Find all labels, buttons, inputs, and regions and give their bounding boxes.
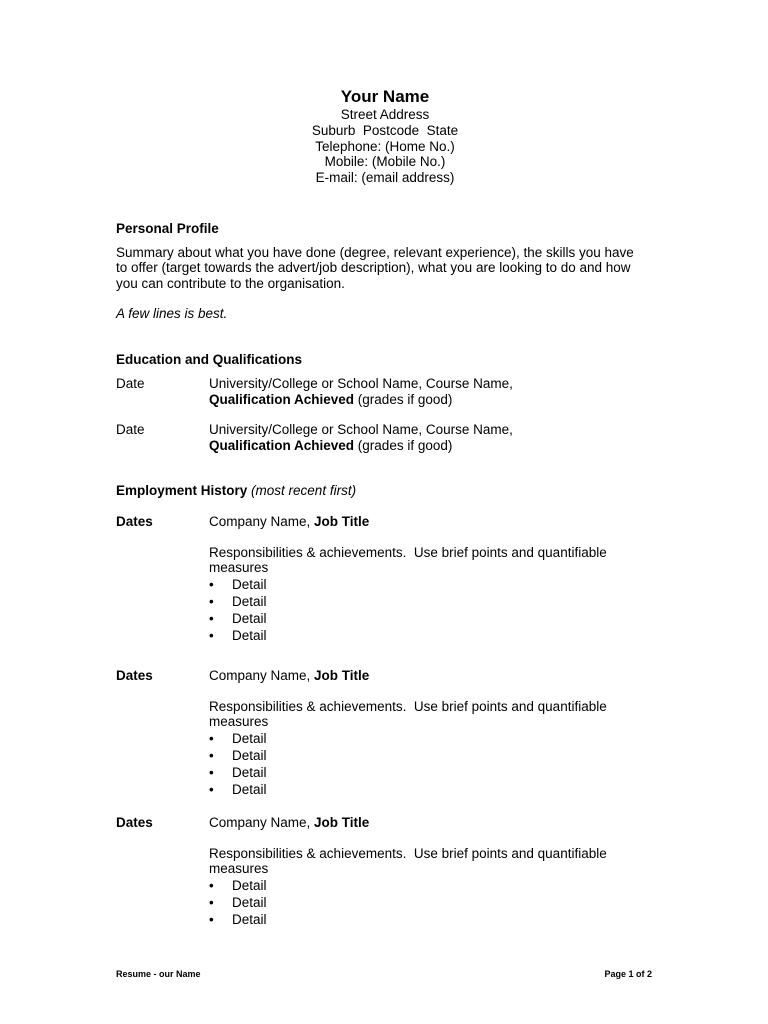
list-item: [209, 730, 649, 747]
bullet-icon: •: [209, 611, 214, 627]
bullet-icon: •: [209, 912, 214, 928]
bullet-icon: •: [209, 894, 214, 910]
bullet-icon: •: [209, 593, 214, 609]
detail-text: Detail: [232, 877, 267, 893]
detail-list: [209, 730, 649, 799]
contact-header: [0, 86, 768, 186]
job-company-line: [209, 514, 649, 530]
job-responsibilities: Responsibilities & achievements. Use brief points and quantifiable measures: [209, 698, 611, 729]
company-name: Company Name,: [209, 815, 315, 830]
qualification-achieved: Qualification Achieved: [209, 391, 355, 407]
street-address: Street Address: [340, 107, 430, 122]
list-item: [209, 627, 649, 644]
section-title-personal-profile: Personal Profile: [116, 221, 219, 236]
detail-text: Detail: [232, 782, 267, 798]
bullet-icon: •: [209, 747, 214, 763]
personal-profile-section: [116, 221, 656, 322]
list-item: [209, 610, 649, 627]
section-title-education: Education and Qualifications: [116, 352, 303, 367]
detail-text: Detail: [232, 894, 267, 910]
job-details: [209, 514, 649, 645]
job-company-line: [209, 668, 649, 684]
job-responsibilities: Responsibilities & achievements. Use brief points and quantifiable measures: [209, 845, 611, 876]
qualification-grades: (grades if good): [354, 391, 453, 407]
detail-text: Detail: [232, 765, 267, 781]
list-item: [209, 894, 649, 911]
bullet-icon: •: [209, 765, 214, 781]
list-item: [209, 747, 649, 764]
job-dates: Dates: [116, 815, 153, 830]
email: E-mail: (email address): [315, 170, 455, 186]
list-item: [209, 877, 649, 894]
company-name: Company Name,: [209, 668, 315, 683]
education-qualification-line: [209, 438, 649, 454]
job-company-line: [209, 815, 649, 831]
bullet-icon: •: [209, 877, 214, 893]
detail-text: Detail: [232, 593, 267, 609]
detail-text: Detail: [232, 730, 267, 746]
detail-list: [209, 576, 649, 645]
job-title: Job Title: [314, 668, 370, 683]
list-item: [209, 781, 649, 798]
detail-text: Detail: [232, 611, 267, 627]
qualification-grades: (grades if good): [354, 437, 453, 453]
education-section-title-wrap: [116, 352, 656, 368]
profile-note: A few lines is best.: [116, 306, 228, 321]
footer-document-name: Resume - our Name: [116, 969, 201, 979]
list-item: [209, 764, 649, 781]
bullet-icon: •: [209, 782, 214, 798]
education-date: Date: [116, 422, 145, 437]
education-institution: University/College or School Name, Course Name,: [209, 376, 513, 391]
detail-list: [209, 877, 649, 929]
bullet-icon: •: [209, 730, 214, 746]
detail-text: Detail: [232, 912, 267, 928]
education-details: [209, 376, 649, 407]
education-institution: University/College or School Name, Course Name,: [209, 422, 513, 437]
job-title: Job Title: [314, 815, 370, 830]
list-item: [209, 576, 649, 593]
bullet-icon: •: [209, 576, 214, 592]
job-details: [209, 668, 649, 799]
detail-text: Detail: [232, 628, 267, 644]
employment-section-title-wrap: [116, 483, 656, 499]
telephone: Telephone: (Home No.): [315, 138, 455, 154]
qualification-achieved: Qualification Achieved: [209, 437, 355, 453]
company-name: Company Name,: [209, 514, 315, 529]
job-details: [209, 815, 649, 928]
list-item: [209, 593, 649, 610]
section-title-employment: Employment History: [116, 483, 248, 498]
suburb-postcode-state: Suburb Postcode State: [311, 122, 459, 138]
list-item: [209, 911, 649, 928]
detail-text: Detail: [232, 747, 267, 763]
education-date: Date: [116, 376, 145, 391]
job-dates: Dates: [116, 668, 153, 683]
employment-subtitle: (most recent first): [251, 483, 357, 498]
applicant-name: Your Name: [340, 87, 430, 106]
education-qualification-line: [209, 392, 649, 408]
bullet-icon: •: [209, 628, 214, 644]
detail-text: Detail: [232, 576, 267, 592]
job-title: Job Title: [314, 514, 370, 529]
education-details: [209, 422, 649, 453]
profile-summary: Summary about what you have done (degree, relevant experience), the skills you have to offer (target towards the advert/job description), what you are looking to do and how you can contribute to the organisation.: [116, 244, 634, 291]
job-responsibilities: Responsibilities & achievements. Use brief points and quantifiable measures: [209, 544, 611, 575]
mobile: Mobile: (Mobile No.): [324, 154, 446, 170]
footer-page-number: Page 1 of 2: [604, 969, 652, 979]
job-dates: Dates: [116, 514, 153, 529]
